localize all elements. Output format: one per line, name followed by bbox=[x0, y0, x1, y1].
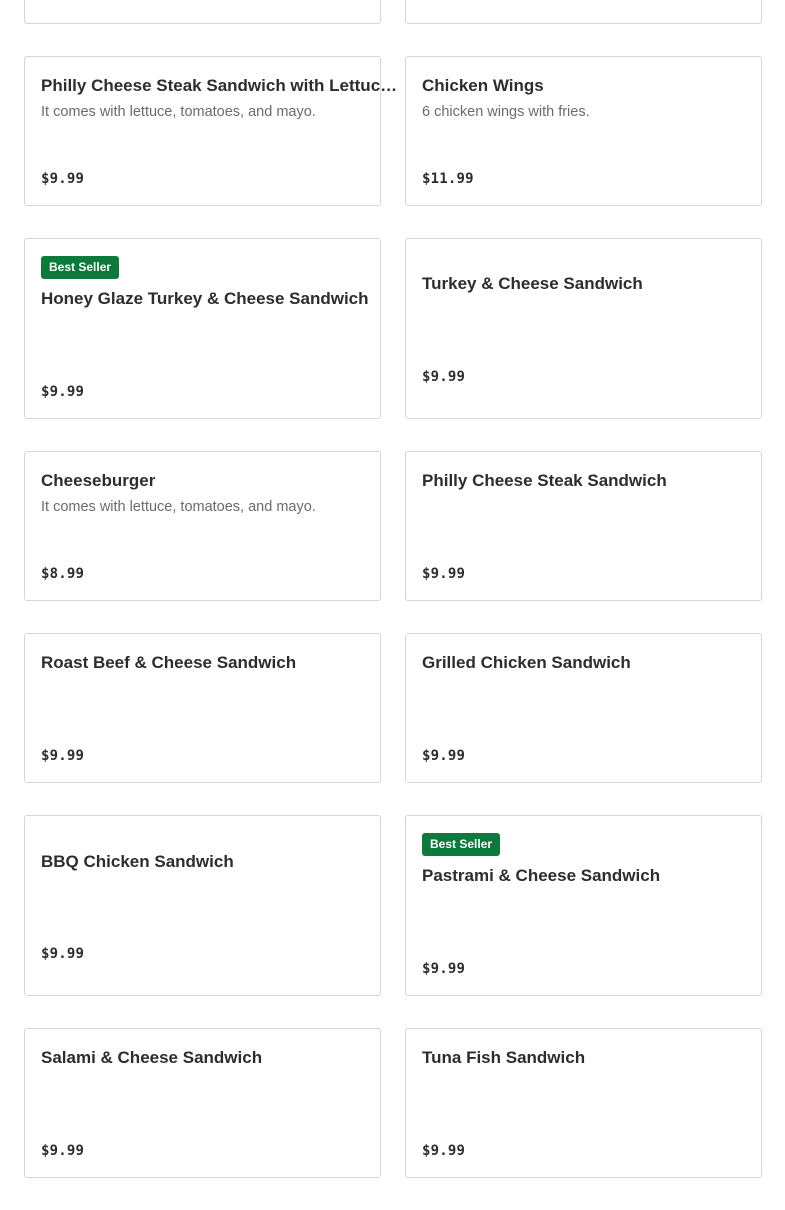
item-description: 6 chicken wings with fries. bbox=[422, 104, 590, 120]
menu-row bbox=[24, 451, 761, 601]
item-price: $9.99 bbox=[422, 1143, 466, 1159]
item-price: $9.99 bbox=[41, 1143, 85, 1159]
item-name: Salami & Cheese Sandwich bbox=[41, 1048, 263, 1067]
item-description: It comes with lettuce, tomatoes, and mayo. bbox=[41, 499, 316, 515]
item-price: $9.99 bbox=[41, 946, 85, 962]
item-name: Tuna Fish Sandwich bbox=[422, 1048, 586, 1067]
item-name: Philly Cheese Steak Sandwich with Lettuc… bbox=[41, 76, 398, 95]
item-name: BBQ Chicken Sandwich bbox=[41, 852, 234, 871]
menu-item-card[interactable] bbox=[405, 1028, 762, 1178]
item-price: $9.99 bbox=[41, 748, 85, 764]
item-name: Chicken Wings bbox=[422, 76, 544, 95]
item-price: $9.99 bbox=[422, 748, 466, 764]
item-price: $8.99 bbox=[41, 566, 85, 582]
menu-item-card[interactable] bbox=[24, 56, 398, 206]
item-description: It comes with lettuce, tomatoes, and mayo. bbox=[41, 104, 316, 120]
item-price: $9.99 bbox=[41, 171, 85, 187]
menu-item-card[interactable] bbox=[24, 633, 381, 783]
menu-grid bbox=[24, 0, 761, 1210]
menu-row bbox=[24, 633, 761, 783]
menu-item-card[interactable] bbox=[24, 815, 381, 996]
menu-item-card[interactable] bbox=[24, 451, 381, 601]
item-price: $9.99 bbox=[422, 961, 466, 977]
menu-row bbox=[24, 1028, 761, 1178]
item-name: Cheeseburger bbox=[41, 471, 156, 490]
item-price: $9.99 bbox=[422, 566, 466, 582]
item-name: Turkey & Cheese Sandwich bbox=[422, 274, 643, 293]
menu-item-card[interactable] bbox=[24, 1028, 381, 1178]
best-seller-badge: Best Seller bbox=[422, 833, 500, 856]
item-name: Roast Beef & Cheese Sandwich bbox=[41, 653, 297, 672]
item-name: Pastrami & Cheese Sandwich bbox=[422, 866, 661, 885]
menu-row bbox=[24, 56, 761, 206]
item-name: Philly Cheese Steak Sandwich bbox=[422, 471, 667, 490]
menu-row bbox=[24, 238, 761, 419]
menu-item-card[interactable] bbox=[405, 56, 762, 206]
menu-item-card[interactable] bbox=[405, 815, 762, 996]
menu-item-card[interactable] bbox=[24, 238, 381, 419]
menu-item-card[interactable] bbox=[24, 0, 381, 24]
menu-item-card[interactable] bbox=[405, 451, 762, 601]
item-name: Grilled Chicken Sandwich bbox=[422, 653, 631, 672]
item-price: $11.99 bbox=[422, 171, 474, 187]
menu-row bbox=[24, 815, 761, 996]
item-price: $9.99 bbox=[422, 369, 466, 385]
menu-item-card[interactable] bbox=[405, 0, 762, 24]
menu-item-card[interactable] bbox=[405, 238, 762, 419]
item-name: Honey Glaze Turkey & Cheese Sandwich bbox=[41, 289, 369, 308]
best-seller-badge: Best Seller bbox=[41, 256, 119, 279]
item-price: $9.99 bbox=[41, 384, 85, 400]
menu-item-card[interactable] bbox=[405, 633, 762, 783]
menu-row bbox=[24, 0, 761, 24]
